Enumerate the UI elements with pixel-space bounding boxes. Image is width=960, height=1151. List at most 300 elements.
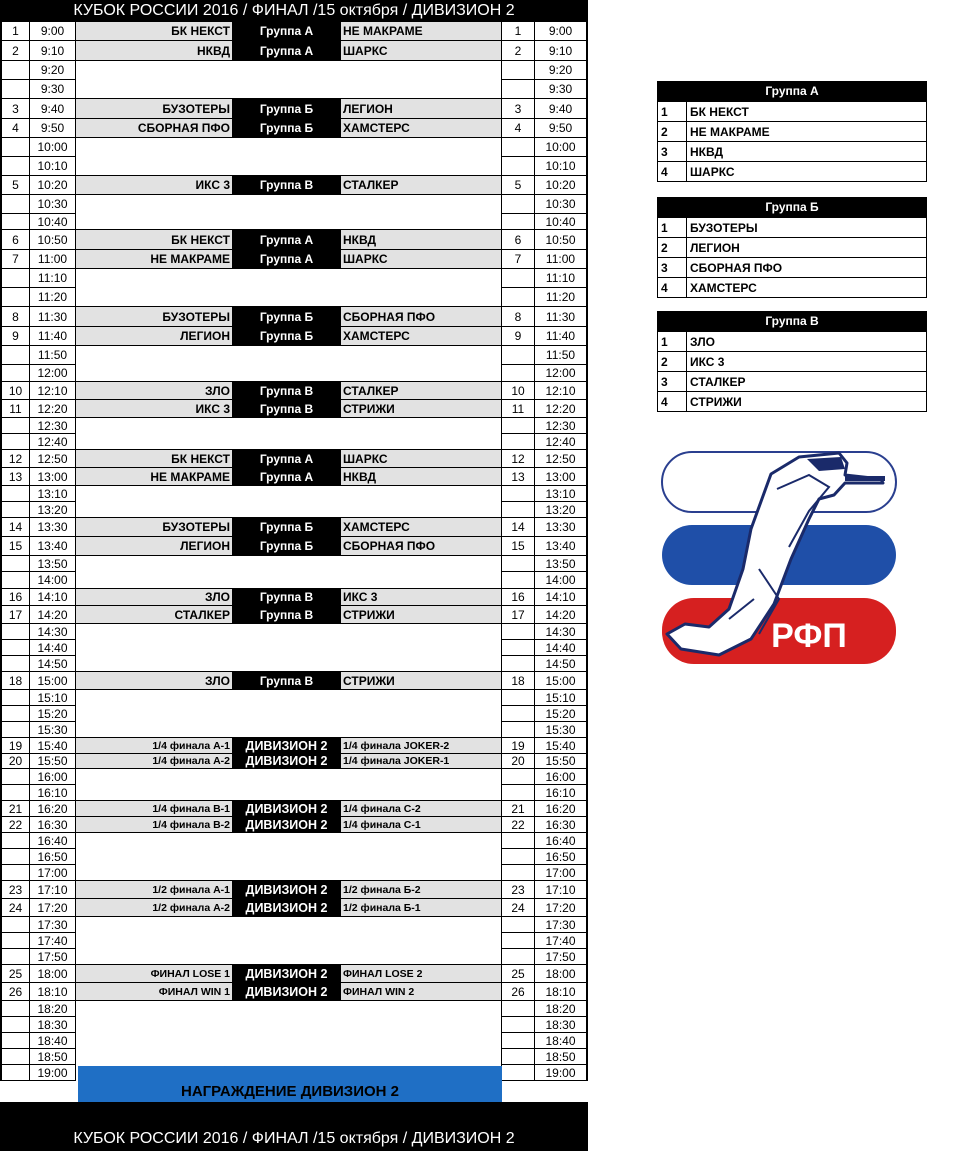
away-team: 1/4 финала JOKER-1: [341, 754, 502, 769]
match-time-right: 19:00: [535, 1065, 588, 1081]
match-time: 9:30: [30, 80, 76, 99]
empty-slot-row: [0, 195, 588, 214]
group-team-row: [658, 371, 926, 391]
match-time: 11:10: [30, 269, 76, 288]
match-number-right: [502, 556, 535, 572]
match-time-right: 15:10: [535, 690, 588, 706]
match-time-right: 17:10: [535, 881, 588, 899]
match-time-right: 12:20: [535, 400, 588, 418]
match-number: 3: [0, 99, 30, 119]
empty-slot-row: [0, 785, 588, 801]
match-time-right: 12:50: [535, 450, 588, 468]
match-time-right: 15:30: [535, 722, 588, 738]
match-time: 9:40: [30, 99, 76, 119]
match-time: 16:00: [30, 769, 76, 785]
group-label: Группа А: [233, 250, 341, 269]
match-time: 15:30: [30, 722, 76, 738]
empty-slot: [76, 418, 502, 434]
empty-slot: [76, 917, 502, 933]
match-number-right: 12: [502, 450, 535, 468]
away-team: СТАЛКЕР: [341, 382, 502, 400]
home-team: 1/4 финала В-1: [76, 801, 233, 817]
match-time-right: 9:50: [535, 119, 588, 138]
match-number-right: [502, 572, 535, 589]
match-number: 21: [0, 801, 30, 817]
away-team: ХАМСТЕРС: [341, 327, 502, 346]
empty-slot: [76, 138, 502, 157]
team-place: 1: [658, 332, 687, 351]
match-row: [0, 307, 588, 327]
match-row: [0, 119, 588, 138]
match-number-right: [502, 502, 535, 518]
match-number-right: 7: [502, 250, 535, 269]
match-number: 20: [0, 754, 30, 769]
match-number-right: 17: [502, 606, 535, 624]
match-number: 16: [0, 589, 30, 606]
match-time: 14:20: [30, 606, 76, 624]
match-time: 17:20: [30, 899, 76, 917]
home-team: ИКС 3: [76, 400, 233, 418]
home-team: ЛЕГИОН: [76, 327, 233, 346]
match-row: [0, 250, 588, 269]
match-time-right: 17:50: [535, 949, 588, 965]
match-number-right: 21: [502, 801, 535, 817]
team-name: СТАЛКЕР: [690, 374, 746, 389]
match-number: 24: [0, 899, 30, 917]
match-number-right: [502, 214, 535, 230]
match-number-right: [502, 917, 535, 933]
match-time: 9:00: [30, 22, 76, 41]
home-team: 1/4 финала А-1: [76, 738, 233, 754]
team-place: 3: [658, 142, 687, 161]
match-number-right: [502, 346, 535, 365]
match-number: 25: [0, 965, 30, 983]
group-team-row: [658, 217, 926, 237]
group-label: Группа А: [233, 230, 341, 250]
match-time-right: 18:10: [535, 983, 588, 1001]
home-team: БУЗОТЕРЫ: [76, 518, 233, 537]
match-number-right: [502, 61, 535, 80]
page-title: КУБОК РОССИИ 2016 / ФИНАЛ /15 октября / ДИВИЗИОН 2: [73, 2, 515, 19]
match-number: 11: [0, 400, 30, 418]
match-number-right: [502, 418, 535, 434]
away-team: ФИНАЛ LOSE 2: [341, 965, 502, 983]
match-number-right: [502, 706, 535, 722]
match-time: 9:10: [30, 41, 76, 61]
team-place: 4: [658, 392, 687, 411]
match-number-right: [502, 434, 535, 450]
group-label: Группа А: [233, 22, 341, 41]
empty-slot-row: [0, 138, 588, 157]
match-time: 13:00: [30, 468, 76, 486]
match-time: 14:00: [30, 572, 76, 589]
match-time: 18:30: [30, 1017, 76, 1033]
match-time: 14:10: [30, 589, 76, 606]
match-time: 12:00: [30, 365, 76, 382]
match-number: 10: [0, 382, 30, 400]
empty-slot-row: [0, 157, 588, 176]
match-number: [0, 1001, 30, 1017]
match-time: 13:40: [30, 537, 76, 556]
home-team: НЕ МАКРАМЕ: [76, 250, 233, 269]
empty-slot-row: [0, 1033, 588, 1049]
group-label: Группа В: [233, 606, 341, 624]
match-number: [0, 502, 30, 518]
match-number-right: [502, 769, 535, 785]
match-number-right: 18: [502, 672, 535, 690]
away-team: СТАЛКЕР: [341, 176, 502, 195]
match-number-right: 19: [502, 738, 535, 754]
match-time: 13:30: [30, 518, 76, 537]
empty-slot-row: [0, 849, 588, 865]
match-time-right: 13:00: [535, 468, 588, 486]
match-number-right: [502, 269, 535, 288]
match-time: 10:30: [30, 195, 76, 214]
match-time: 9:50: [30, 119, 76, 138]
away-team: 1/4 финала С-2: [341, 801, 502, 817]
away-team: ЛЕГИОН: [341, 99, 502, 119]
empty-slot: [76, 214, 502, 230]
match-time-right: 10:40: [535, 214, 588, 230]
match-time-right: 16:50: [535, 849, 588, 865]
match-time-right: 17:20: [535, 899, 588, 917]
match-number: [0, 346, 30, 365]
match-number: [0, 269, 30, 288]
match-time: 13:20: [30, 502, 76, 518]
team-place: 1: [658, 102, 687, 121]
empty-slot: [76, 690, 502, 706]
match-time: 16:10: [30, 785, 76, 801]
match-number: [0, 1017, 30, 1033]
home-team: ЛЕГИОН: [76, 537, 233, 556]
match-row: [0, 22, 588, 41]
match-time-right: 12:00: [535, 365, 588, 382]
match-number: 6: [0, 230, 30, 250]
empty-slot-row: [0, 722, 588, 738]
group-label: ДИВИЗИОН 2: [233, 983, 341, 1001]
match-time-right: 13:40: [535, 537, 588, 556]
match-row: [0, 899, 588, 917]
group-team-row: [658, 141, 926, 161]
team-name: БК НЕКСТ: [690, 104, 749, 119]
match-time: 13:50: [30, 556, 76, 572]
group-team-row: [658, 257, 926, 277]
match-time: 16:30: [30, 817, 76, 833]
group-title: Группа В: [658, 312, 926, 331]
match-time: 18:10: [30, 983, 76, 1001]
empty-slot-row: [0, 502, 588, 518]
match-time-right: 17:30: [535, 917, 588, 933]
group-team-row: [658, 237, 926, 257]
match-time-right: 17:40: [535, 933, 588, 949]
logo-text: РФП: [771, 617, 847, 655]
away-team: ХАМСТЕРС: [341, 119, 502, 138]
match-number-right: [502, 656, 535, 672]
match-time: 14:30: [30, 624, 76, 640]
home-team: БК НЕКСТ: [76, 450, 233, 468]
match-number-right: 6: [502, 230, 535, 250]
match-time-right: 16:30: [535, 817, 588, 833]
match-number-right: [502, 365, 535, 382]
home-team: 1/2 финала А-2: [76, 899, 233, 917]
match-row: [0, 99, 588, 119]
match-time-right: 10:20: [535, 176, 588, 195]
match-time: 10:50: [30, 230, 76, 250]
group-team-row: [658, 351, 926, 371]
match-time: 17:10: [30, 881, 76, 899]
match-time: 15:50: [30, 754, 76, 769]
match-number: [0, 865, 30, 881]
empty-slot-row: [0, 269, 588, 288]
group-table: [657, 197, 927, 298]
empty-slot-row: [0, 1017, 588, 1033]
away-team: НКВД: [341, 468, 502, 486]
empty-slot-row: [0, 418, 588, 434]
match-time-right: 15:00: [535, 672, 588, 690]
away-team: НКВД: [341, 230, 502, 250]
match-number: [0, 624, 30, 640]
group-label: ДИВИЗИОН 2: [233, 738, 341, 754]
match-time-right: 18:40: [535, 1033, 588, 1049]
match-row: [0, 468, 588, 486]
group-table: [657, 311, 927, 412]
match-time-right: 18:50: [535, 1049, 588, 1065]
match-time-right: 15:20: [535, 706, 588, 722]
match-time-right: 16:40: [535, 833, 588, 849]
team-name: СТРИЖИ: [690, 394, 742, 409]
footer-title: КУБОК РОССИИ 2016 / ФИНАЛ /15 октября / ДИВИЗИОН 2: [73, 1130, 515, 1147]
match-time-right: 17:00: [535, 865, 588, 881]
away-team: СТРИЖИ: [341, 672, 502, 690]
team-name: ШАРКС: [690, 164, 735, 179]
home-team: 1/4 финала В-2: [76, 817, 233, 833]
match-number-right: 16: [502, 589, 535, 606]
group-team-row: [658, 121, 926, 141]
match-number-right: 2: [502, 41, 535, 61]
empty-slot: [76, 833, 502, 849]
match-time-right: 11:20: [535, 288, 588, 307]
home-team: ЗЛО: [76, 589, 233, 606]
empty-slot: [76, 288, 502, 307]
match-time-right: 13:20: [535, 502, 588, 518]
match-time: 11:40: [30, 327, 76, 346]
team-place: 2: [658, 238, 687, 257]
match-number-right: [502, 865, 535, 881]
match-number-right: [502, 690, 535, 706]
match-number-right: [502, 1049, 535, 1065]
empty-slot: [76, 949, 502, 965]
match-number: [0, 214, 30, 230]
match-time: 16:20: [30, 801, 76, 817]
home-team: ЗЛО: [76, 672, 233, 690]
match-time: 19:00: [30, 1065, 76, 1081]
empty-slot: [76, 722, 502, 738]
match-row: [0, 754, 588, 769]
match-row: [0, 41, 588, 61]
match-time-right: 10:30: [535, 195, 588, 214]
empty-slot: [76, 706, 502, 722]
group-team-row: [658, 101, 926, 121]
match-time-right: 11:40: [535, 327, 588, 346]
match-number: [0, 769, 30, 785]
match-time: 15:00: [30, 672, 76, 690]
match-time-right: 9:20: [535, 61, 588, 80]
match-time-right: 14:20: [535, 606, 588, 624]
match-time: 11:00: [30, 250, 76, 269]
group-table: [657, 81, 927, 182]
empty-slot: [76, 769, 502, 785]
match-time: 17:00: [30, 865, 76, 881]
empty-slot-row: [0, 288, 588, 307]
empty-slot: [76, 933, 502, 949]
empty-slot-row: [0, 624, 588, 640]
away-team: ШАРКС: [341, 250, 502, 269]
group-label: Группа Б: [233, 537, 341, 556]
match-time-right: 18:00: [535, 965, 588, 983]
empty-slot: [76, 365, 502, 382]
match-number: [0, 418, 30, 434]
team-name: НЕ МАКРАМЕ: [690, 124, 770, 139]
match-time: 10:00: [30, 138, 76, 157]
match-number-right: 13: [502, 468, 535, 486]
team-place: 1: [658, 218, 687, 237]
empty-slot-row: [0, 346, 588, 365]
match-row: [0, 965, 588, 983]
empty-slot: [76, 61, 502, 80]
match-time: 15:10: [30, 690, 76, 706]
match-number-right: 5: [502, 176, 535, 195]
match-time: 9:20: [30, 61, 76, 80]
match-number-right: [502, 849, 535, 865]
empty-slot-row: [0, 1001, 588, 1017]
match-time: 10:40: [30, 214, 76, 230]
home-team: БУЗОТЕРЫ: [76, 307, 233, 327]
match-time: 13:10: [30, 486, 76, 502]
group-label: Группа Б: [233, 99, 341, 119]
away-team: ИКС 3: [341, 589, 502, 606]
empty-slot: [76, 1033, 502, 1049]
empty-slot-row: [0, 572, 588, 589]
empty-slot-row: [0, 214, 588, 230]
home-team: ФИНАЛ LOSE 1: [76, 965, 233, 983]
match-number: 14: [0, 518, 30, 537]
match-time: 12:10: [30, 382, 76, 400]
match-number: [0, 195, 30, 214]
match-time-right: 18:20: [535, 1001, 588, 1017]
team-place: 4: [658, 278, 687, 297]
match-number: [0, 572, 30, 589]
match-time: 10:10: [30, 157, 76, 176]
team-name: ЗЛО: [690, 334, 715, 349]
group-team-row: [658, 391, 926, 411]
match-number-right: [502, 1001, 535, 1017]
match-number-right: 4: [502, 119, 535, 138]
group-label: Группа А: [233, 41, 341, 61]
match-time: 18:40: [30, 1033, 76, 1049]
header-banner: [0, 0, 588, 22]
match-number: [0, 556, 30, 572]
match-number-right: [502, 722, 535, 738]
match-number: [0, 80, 30, 99]
team-place: 3: [658, 258, 687, 277]
match-time: 12:20: [30, 400, 76, 418]
match-time-right: 13:10: [535, 486, 588, 502]
team-name: ИКС 3: [690, 354, 725, 369]
match-time: 14:40: [30, 640, 76, 656]
match-number-right: [502, 80, 535, 99]
match-time-right: 14:00: [535, 572, 588, 589]
match-number-right: [502, 640, 535, 656]
group-label: Группа В: [233, 400, 341, 418]
empty-slot-row: [0, 556, 588, 572]
empty-slot-row: [0, 949, 588, 965]
empty-slot: [76, 572, 502, 589]
group-label: ДИВИЗИОН 2: [233, 965, 341, 983]
group-label: Группа В: [233, 589, 341, 606]
group-label: Группа А: [233, 450, 341, 468]
empty-slot: [76, 195, 502, 214]
match-time-right: 16:10: [535, 785, 588, 801]
group-team-row: [658, 277, 926, 297]
home-team: 1/4 финала А-2: [76, 754, 233, 769]
match-number: 7: [0, 250, 30, 269]
empty-slot: [76, 502, 502, 518]
empty-slot: [76, 1001, 502, 1017]
group-label: Группа В: [233, 176, 341, 195]
match-number: 22: [0, 817, 30, 833]
match-time: 16:40: [30, 833, 76, 849]
match-number: 4: [0, 119, 30, 138]
home-team: СТАЛКЕР: [76, 606, 233, 624]
empty-slot: [76, 785, 502, 801]
rfp-logo: [659, 449, 899, 667]
group-team-row: [658, 161, 926, 181]
match-number: [0, 849, 30, 865]
group-label: Группа В: [233, 382, 341, 400]
match-time-right: 10:10: [535, 157, 588, 176]
match-number: 15: [0, 537, 30, 556]
match-number: 13: [0, 468, 30, 486]
group-title: Группа А: [658, 82, 926, 101]
empty-slot-row: [0, 80, 588, 99]
group-label: ДИВИЗИОН 2: [233, 754, 341, 769]
award-ceremony-cell: НАГРАЖДЕНИЕ ДИВИЗИОН 2: [78, 1066, 502, 1102]
match-number-right: 14: [502, 518, 535, 537]
empty-slot-row: [0, 640, 588, 656]
away-team: 1/2 финала Б-2: [341, 881, 502, 899]
match-number: [0, 288, 30, 307]
match-number: [0, 1065, 30, 1081]
group-label: ДИВИЗИОН 2: [233, 899, 341, 917]
empty-slot-row: [0, 769, 588, 785]
team-place: 2: [658, 352, 687, 371]
empty-slot: [76, 556, 502, 572]
match-number-right: 9: [502, 327, 535, 346]
match-number: [0, 365, 30, 382]
match-number: 19: [0, 738, 30, 754]
match-number-right: 24: [502, 899, 535, 917]
home-team: 1/2 финала А-1: [76, 881, 233, 899]
match-number: [0, 833, 30, 849]
match-row: [0, 327, 588, 346]
match-row: [0, 606, 588, 624]
match-time-right: 10:50: [535, 230, 588, 250]
match-row: [0, 983, 588, 1001]
match-row: [0, 176, 588, 195]
match-time-right: 9:30: [535, 80, 588, 99]
match-time-right: 9:10: [535, 41, 588, 61]
away-team: ХАМСТЕРС: [341, 518, 502, 537]
